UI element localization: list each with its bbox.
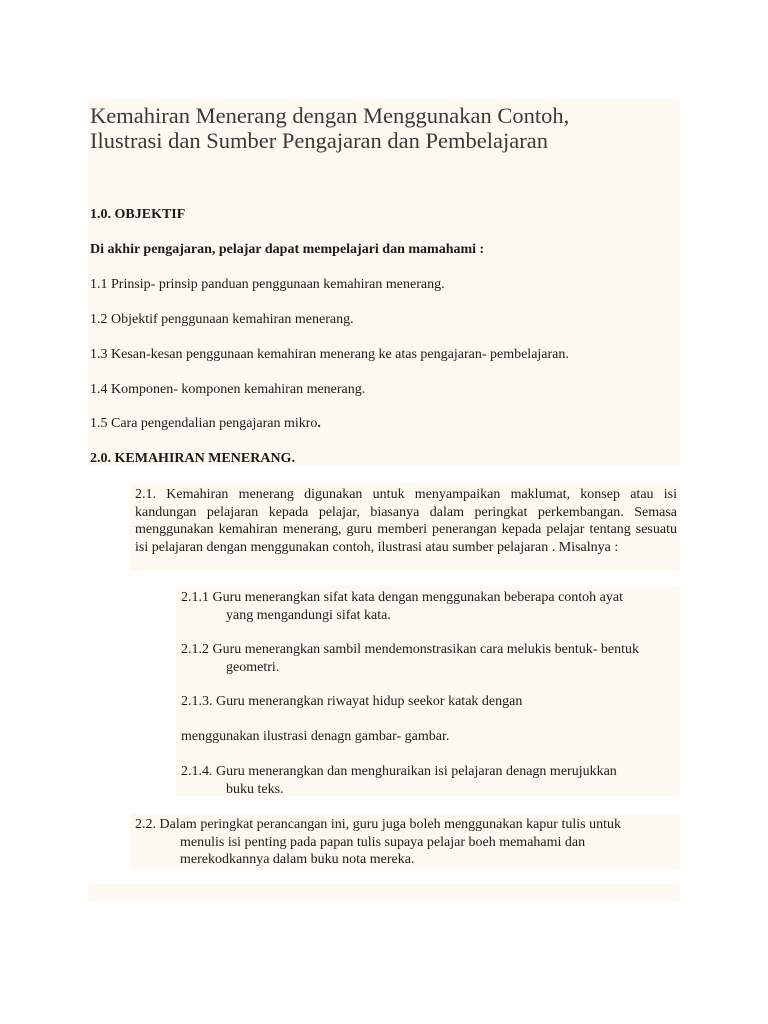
section-2-heading: 2.0. KEMAHIRAN MENERANG. (90, 451, 295, 466)
paragraph-2-1: 2.1. Kemahiran menerang digunakan untuk menyampaikan maklumat, konsep atau isi kandungan pelajaran kepada pelajar, biasanya dalam peringkat perkembangan. Semasa menggunakan kemahiran menerang, guru memberi penerangan kepada pelajar tentang sesuatu isi pelajaran dengan menggunakan contoh, ilustrasi atau sumber pelajaran . Misalnya : (135, 487, 677, 555)
objective-item-1-1: 1.1 Prinsip- prinsip panduan penggunaan kemahiran menerang. (90, 277, 445, 292)
item-2-1-2-line-1: 2.1.2 Guru menerangkan sambil mendemonstrasikan cara melukis bentuk- bentuk (181, 642, 639, 657)
document-title-line-2: Ilustrasi dan Sumber Pengajaran dan Pembelajaran (90, 128, 548, 153)
paragraph-2-2-line-3: merekodkannya dalam buku nota mereka. (180, 852, 415, 867)
paragraph-2-2 (135, 816, 680, 869)
item-2-1-1-line-1: 2.1.1 Guru menerangkan sifat kata dengan menggunakan beberapa contoh ayat (181, 590, 623, 605)
item-2-1-1 (181, 589, 681, 624)
item-2-1-2 (181, 641, 681, 676)
objective-item-1-5 (90, 415, 321, 433)
objective-item-1-5-text: 1.5 Cara pengendalian pengajaran mikro (90, 416, 318, 431)
paragraph-2-2-line-2: menulis isi penting pada papan tulis supaya pelajar boeh memahami dan (180, 834, 586, 850)
paragraph-2-2-line-1: 2.2. Dalam peringkat perancangan ini, guru juga boleh menggunakan kapur tulis untuk (135, 817, 621, 832)
item-2-1-1-line-2: yang mengandungi sifat kata. (226, 607, 391, 623)
item-2-1-4 (181, 763, 681, 798)
objective-item-1-2: 1.2 Objektif penggunaan kemahiran menerang. (90, 312, 354, 327)
objective-item-1-4: 1.4 Komponen- komponen kemahiran menerang. (90, 382, 366, 397)
item-2-1-3-continued: menggunakan ilustrasi denagn gambar- gambar. (181, 729, 450, 744)
item-2-1-4-line-1: 2.1.4. Guru menerangkan dan menghuraikan isi pelajaran denagn merujukkan (181, 764, 617, 779)
section-1-intro: Di akhir pengajaran, pelajar dapat mempelajari dan mamahami : (90, 242, 485, 257)
document-title-line-1: Kemahiran Menerang dengan Menggunakan Contoh, (90, 103, 570, 128)
item-2-1-2-line-2: geometri. (226, 659, 280, 675)
background-band-bottom (88, 884, 680, 902)
item-2-1-4-line-2: buku teks. (226, 781, 284, 797)
item-2-1-3: 2.1.3. Guru menerangkan riwayat hidup seekor katak dengan (181, 694, 523, 709)
objective-item-1-5-period: . (317, 416, 321, 431)
objective-item-1-3: 1.3 Kesan-kesan penggunaan kemahiran menerang ke atas pengajaran- pembelajaran. (90, 347, 569, 362)
section-1-heading: 1.0. OBJEKTIF (90, 207, 186, 222)
